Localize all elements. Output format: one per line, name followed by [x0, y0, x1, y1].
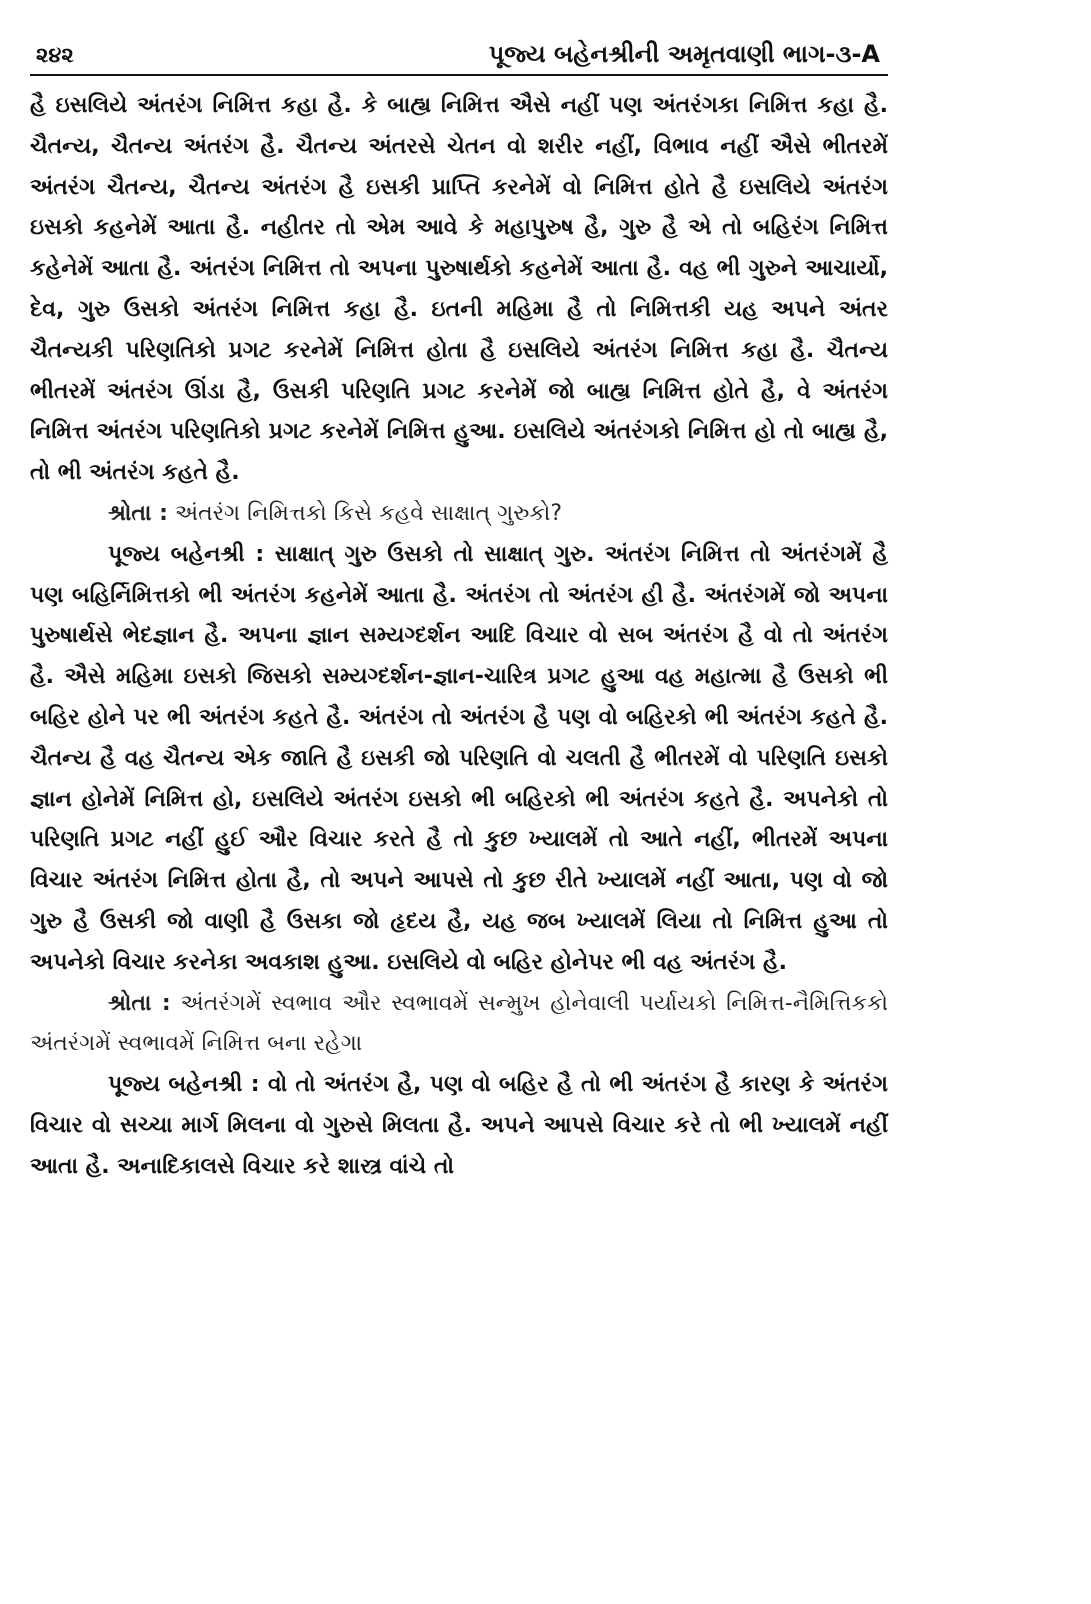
document-page [30, 40, 888, 1188]
answer-paragraph [30, 1065, 888, 1187]
question-text: અંતરંગ નિમિત્તકો કિસે કહવે સાક્ષાત્ ગુરુકો? [174, 500, 563, 526]
paragraph-continuation [30, 86, 888, 494]
running-title: પૂજ્ય બહેનશ્રીની અમૃતવાણી ભાગ-૩-A [488, 40, 880, 68]
speaker-label: પૂજ્ય બહેનશ્રી : [108, 1072, 260, 1098]
paragraph-text: હૈ ઇસલિયે અંતરંગ નિમિત્ત કહા હૈ. કે બાહ્ય નિમિત્ત ઐસે નહીં પણ અંતરંગકા નિમિત્ત કહા હૈ. ચૈતન્ય, ચૈતન્ય અંતરંગ હૈ. ચૈતન્ય અંતરસે ચેતન વો શરીર નહીં, વિભાવ નહીં ઐસે ભીતરમેં અંતરંગ ચૈતન્ય, ચૈતન્ય અંતરંગ હૈ ઇસકી પ્રાપ્તિ કરનેમેં વો નિમિત્ત હોતે હૈ ઇસલિયે અંતરંગ ઇસકો કહનેમેં આતા હૈ. નહીતર તો એમ આવે કે મહાપુરુષ હૈ, ગુરુ હૈ એ તો બહિરંગ નિમિત્ત કહેનેમેં આતા હૈ. અંતરંગ નિમિત્ત તો અપના પુરુષાર્થકો કહનેમેં આતા હૈ. વહ ભી ગુરુને આચાર્યો, દેવ, ગુરુ ઉસકો અંતરંગ નિમિત્ત કહા હૈ. ઇતની મહિમા હૈ તો નિમિત્તકી યહ અપને અંતર ચૈતન્યકી પરિણતિકો પ્રગટ કરનેમેં નિમિત્ત હોતા હૈ ઇસલિયે અંતરંગ નિમિત્ત કહા હૈ. ચૈતન્ય ભીતરમેં અંતરંગ ઊંડા હૈ, ઉસકી પરિણતિ પ્રગટ કરનેમેં જો બાહ્ય નિમિત્ત હોતે હૈ, વે અંતરંગ નિમિત્ત અંતરંગ પરિણતિકો પ્રગટ કરનેમેં નિમિત્ત હુઆ. ઇસલિયે અંતરંગકો નિમિત્ત હો તો બાહ્ય હૈ, તો ભી અંતરંગ કહતે હૈ. [30, 93, 888, 486]
speaker-label: શ્રોતા : [108, 990, 171, 1016]
speaker-label: શ્રોતા : [108, 500, 168, 526]
page-header [30, 40, 888, 76]
question-paragraph [30, 984, 888, 1066]
answer-text: સાક્ષાત્ ગુરુ ઉસકો તો સાક્ષાત્ ગુરુ. અંતરંગ નિમિત્ત તો અંતરંગમેં હૈ પણ બહિર્નિમિત્તકો ભી અંતરંગ કહનેમેં આતા હૈ. અંતરંગ તો અંતરંગ હી હૈ. અંતરંગમેં જો અપના પુરુષાર્થસે ભેદજ્ઞાન હૈ. અપના જ્ઞાન સમ્યગ્દર્શન આદિ વિચાર વો સબ અંતરંગ હૈ વો તો અંતરંગ હૈ. ઐસે મહિમા ઇસકો જિસકો સમ્યગ્દર્શન-જ્ઞાન-ચારિત્ર પ્રગટ હુઆ વહ મહાત્મા હૈ ઉસકો ભી બહિર હોને પર ભી અંતરંગ કહતે હૈ. અંતરંગ તો અંતરંગ હૈ પણ વો બહિરકો ભી અંતરંગ કહતે હૈ. ચૈતન્ય હૈ વહ ચૈતન્ય એક જાતિ હૈ ઇસકી જો પરિણતિ વો ચલતી હૈ ભીતરમેં વો પરિણતિ ઇસકો જ્ઞાન હોનેમેં નિમિત્ત હો, ઇસલિયે અંતરંગ ઇસકો ભી બહિરકો ભી અંતરંગ કહતે હૈ. અપનેકો તો પરિણતિ પ્રગટ નહીં હુઈ ઔર વિચાર કરતે હૈ તો કુછ ખ્યાલમેં તો આતે નહીં, ભીતરમેં અપના વિચાર અંતરંગ નિમિત્ત હોતા હૈ, તો અપને આપસે તો કુછ રીતે ખ્યાલમેં નહીં આતા, પણ વો જો ગુરુ હૈ ઉસકી જો વાણી હૈ ઉસકા જો હૃદય હૈ, યહ જબ ખ્યાલમેં લિયા તો નિમિત્ત હુઆ તો અપનેકો વિચાર કરનેકા અવકાશ હુઆ. ઇસલિયે વો બહિર હોનેપર ભી વહ અંતરંગ હૈ. [30, 541, 888, 975]
page-body [30, 86, 888, 1188]
speaker-label: પૂજ્ય બહેનશ્રી : [108, 541, 265, 567]
question-paragraph [30, 494, 888, 535]
answer-text: વો તો અંતરંગ હૈ, પણ વો બહિર હૈ તો ભી અંતરંગ હૈ કારણ કે અંતરંગ વિચાર વો સચ્ચા માર્ગ મિલના વો ગુરુસે મિલતા હૈ. અપને આપસે વિચાર કરે તો ભી ખ્યાલમેં નહીં આતા હૈ. અનાદિકાલસે વિચાર કરે શાસ્ત્ર વાંચે તો [30, 1072, 888, 1179]
page-number: ૨૪૨ [36, 43, 74, 67]
answer-paragraph [30, 535, 888, 984]
question-text: અંતરંગમેં સ્વભાવ ઔર સ્વભાવમેં સન્મુખ હોનેવાલી પર્યાયકો નિમિત્ત-નૈમિત્તિકકો અંતરંગમેં સ્વભાવમેં નિમિત્ત બના રહેગા [30, 990, 888, 1057]
